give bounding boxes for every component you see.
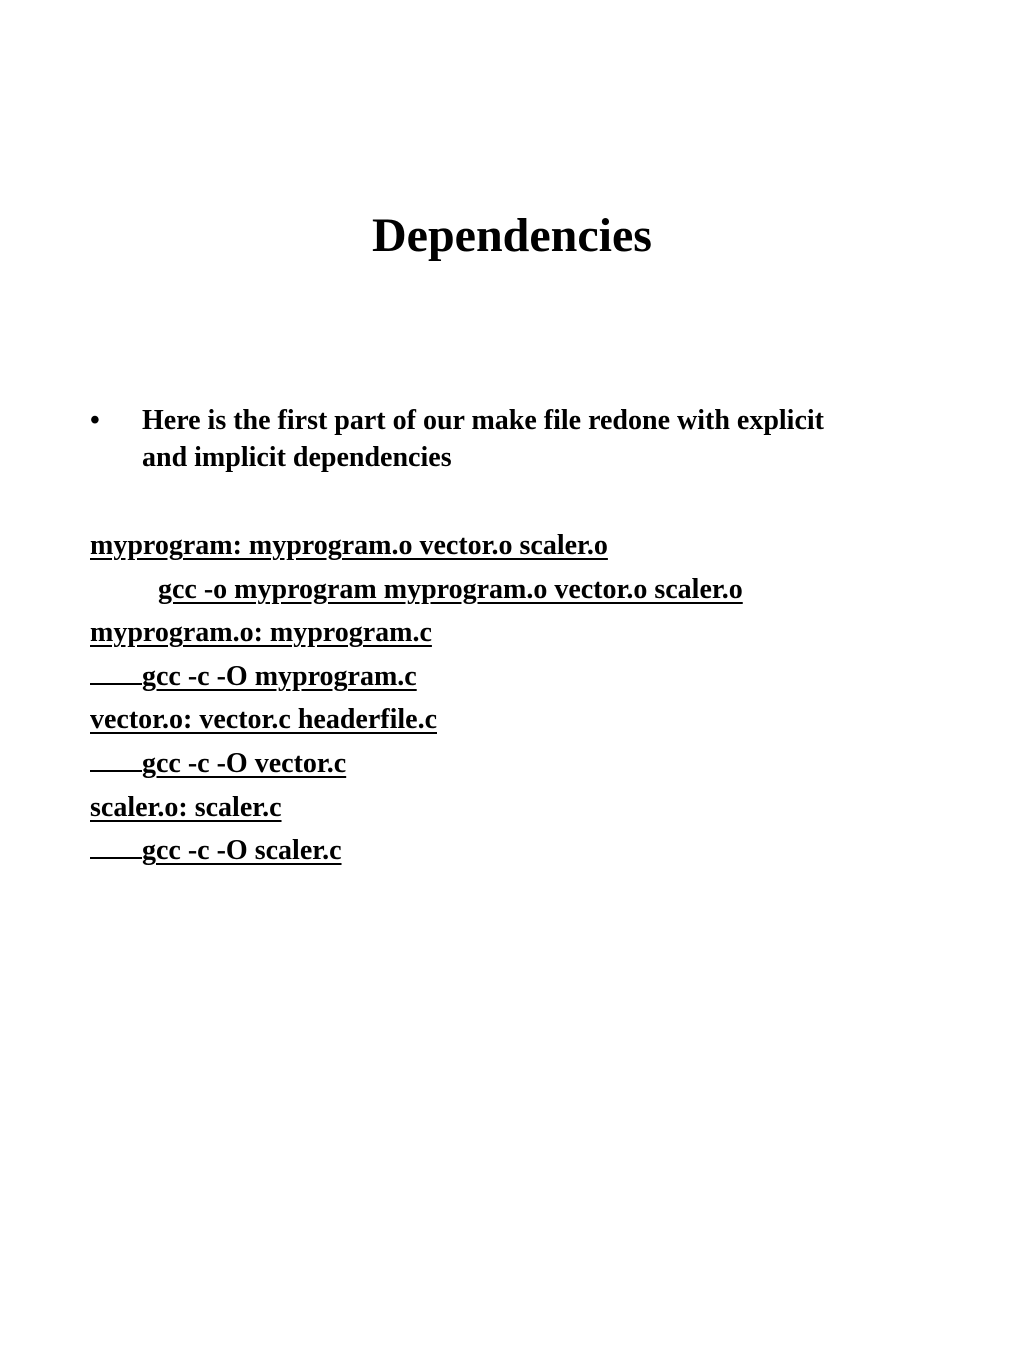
slide-title: Dependencies — [372, 209, 652, 262]
bullet-mark: • — [90, 405, 100, 436]
makefile-line — [90, 570, 950, 614]
makefile-line-text: gcc -o myprogram myprogram.o vector.o scaler.o — [158, 573, 743, 605]
makefile-line — [90, 831, 950, 875]
makefile-line-text: myprogram: myprogram.o vector.o scaler.o — [90, 530, 608, 561]
indent-underline — [90, 831, 142, 859]
makefile-line — [90, 613, 950, 657]
makefile-line — [90, 788, 950, 832]
makefile-line-text: gcc -c -O scaler.c — [142, 835, 342, 867]
makefile-line-text: gcc -c -O vector.c — [142, 747, 347, 779]
makefile-line-text: gcc -c -O myprogram.c — [142, 660, 417, 692]
makefile-line — [90, 700, 950, 744]
makefile-line-text: myprogram.o: myprogram.c — [90, 617, 432, 649]
makefile-line — [90, 744, 950, 788]
indent-underline — [90, 657, 142, 685]
makefile-line-text: scaler.o: scaler.c — [90, 791, 282, 823]
makefile-line-text: vector.o: vector.c headerfile.c — [90, 704, 437, 736]
bullet-text-line-2: and implicit dependencies — [142, 442, 452, 473]
makefile-line — [90, 526, 950, 570]
indent-underline — [90, 744, 142, 772]
bullet-text-line-1: Here is the first part of our make file redone with explicit — [142, 405, 824, 436]
bullet-item — [90, 402, 910, 476]
makefile-line — [90, 657, 950, 701]
makefile-block — [90, 526, 950, 875]
